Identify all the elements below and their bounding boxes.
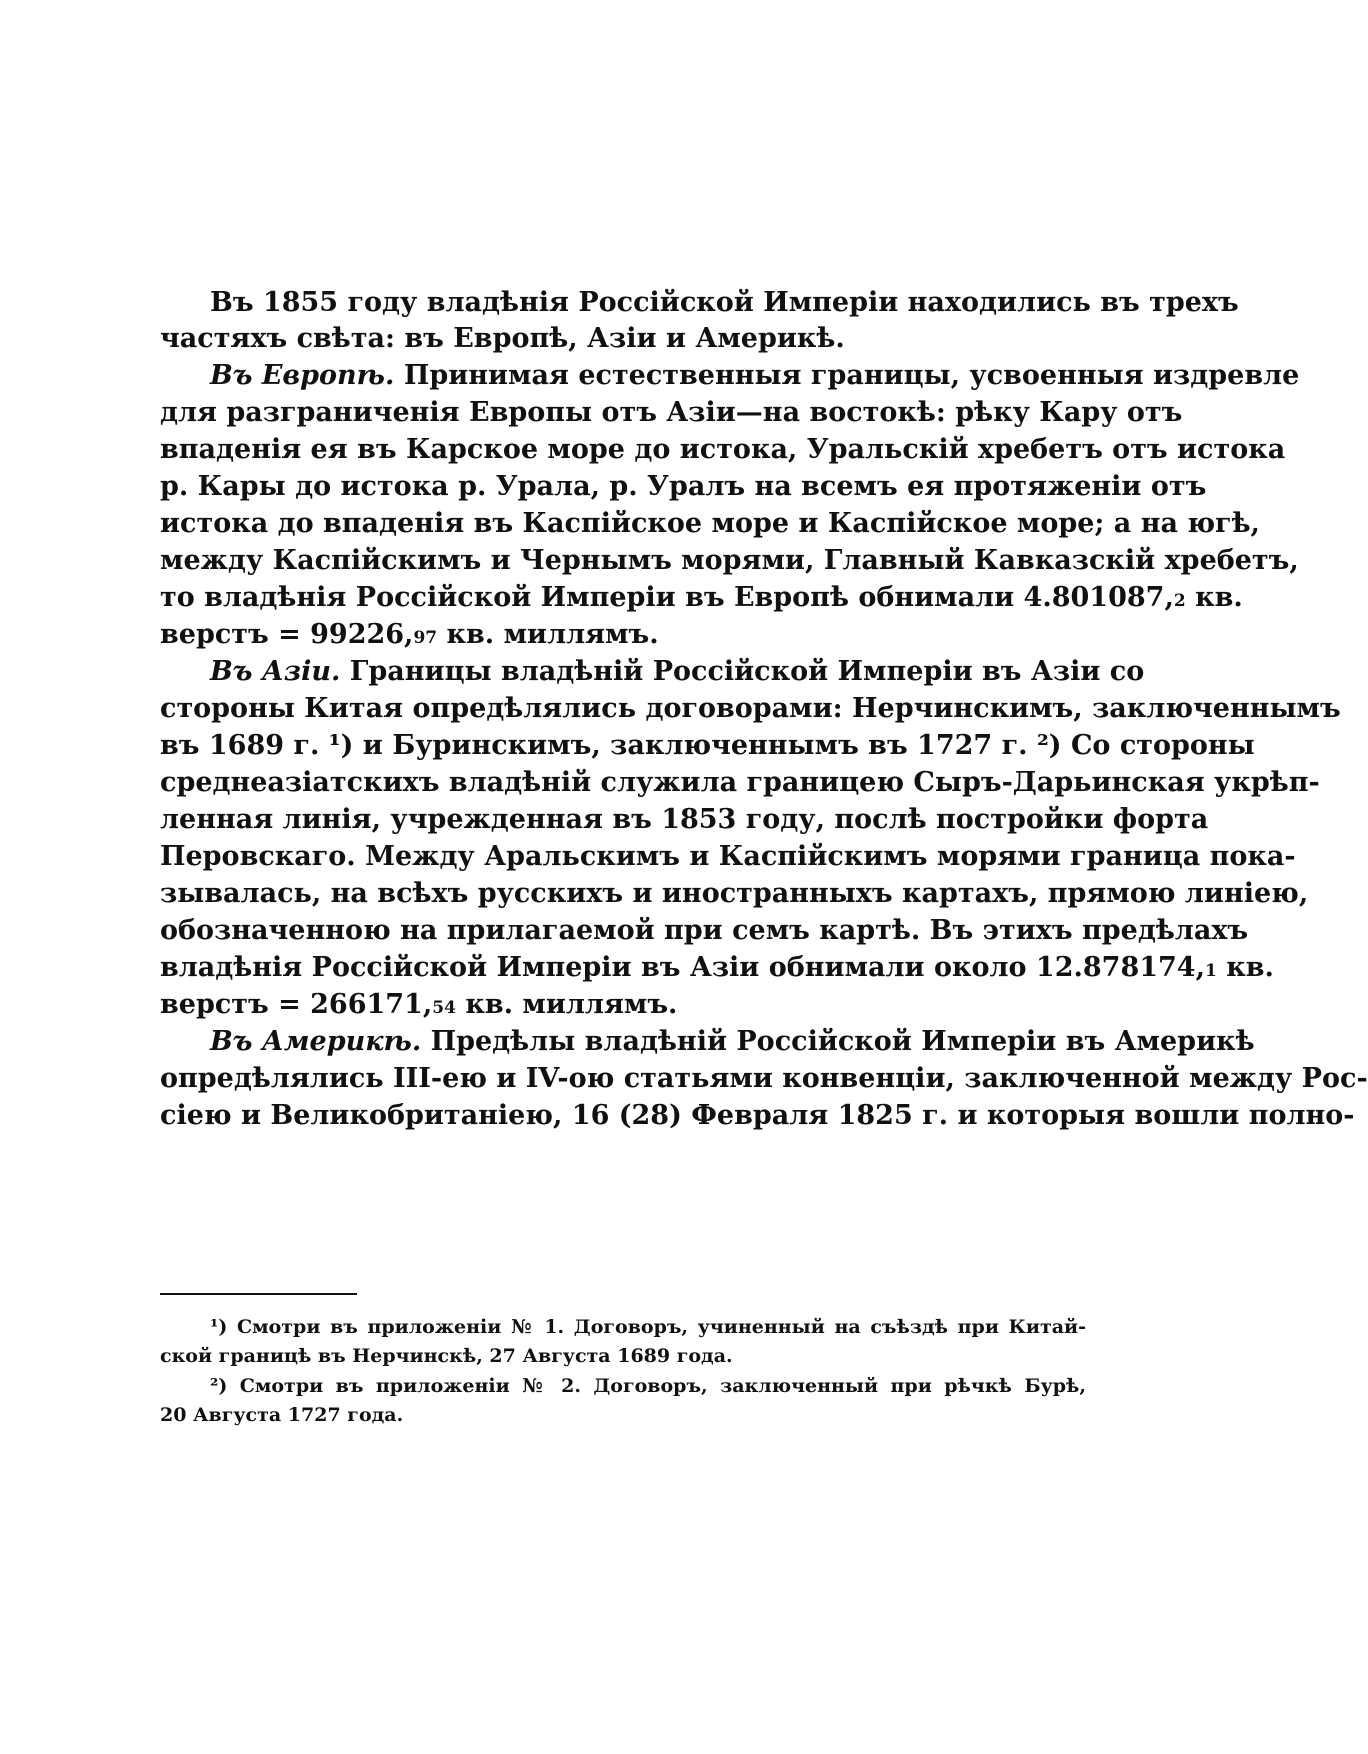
paragraph-asia-line-5: ленная линія, учрежденная въ 1853 году, послѣ постройки форта [160, 804, 1209, 835]
paragraph-europe-line-4: р. Кары до истока р. Урала, р. Уралъ на всемъ ея протяженіи отъ [160, 471, 1207, 502]
paragraph-europe-line-6: между Каспійскимъ и Чернымъ морями, Главный Кавказскій хребетъ, [160, 545, 1299, 576]
paragraph-asia-line-7: зывалась, на всѣхъ русскихъ и иностранныхъ картахъ, прямою линіею, [160, 878, 1309, 909]
paragraph-asia-line-9: владѣнія Россійской Имперіи въ Азіи обнимали около 12.878174,1 кв. [160, 952, 1274, 983]
paragraph-asia-line-8: обозначенною на прилагаемой при семъ картѣ. Въ этихъ предѣлахъ [160, 915, 1249, 946]
paragraph-america-line-1: Въ Америкѣ. Предѣлы владѣній Россійской Имперіи въ Америкѣ [210, 1026, 1255, 1057]
footnote-2-line-1: ²) Смотри въ приложеніи № 2. Договоръ, заключенный при рѣчкѣ Бурѣ, [210, 1375, 1086, 1397]
paragraph-asia-line-10: верстъ = 266171,54 кв. миллямъ. [160, 989, 678, 1020]
paragraph-asia-line-2: стороны Китая опредѣлялись договорами: Нерчинскимъ, заключеннымъ [160, 693, 1341, 724]
paragraph-europe-line-7: то владѣнія Россійской Имперіи въ Европѣ обнимали 4.801087,2 кв. [160, 582, 1243, 613]
footnote-1-line-2: ской границѣ въ Нерчинскѣ, 27 Августа 1689 года. [160, 1345, 733, 1367]
paragraph-europe-line-1: Въ Европѣ. Принимая естественныя границы, усвоенныя издревле [210, 360, 1300, 391]
footnote-2-line-2: 20 Августа 1727 года. [160, 1404, 404, 1426]
section-heading-america: Въ Америкѣ. [210, 1026, 422, 1057]
paragraph-1-line-2: частяхъ свѣта: въ Европѣ, Азіи и Америкѣ. [160, 323, 845, 354]
paragraph-asia-line-1: Въ Азіи. Границы владѣній Россійской Имперіи въ Азіи со [210, 656, 1145, 687]
footnote-divider [160, 1293, 357, 1295]
paragraph-asia-line-6: Перовскаго. Между Аральскимъ и Каспійскимъ морями граница пока- [160, 841, 1296, 872]
paragraph-europe-line-5: истока до впаденія въ Каспійское море и Каспійское море; а на югѣ, [160, 508, 1260, 539]
paragraph-europe-line-2: для разграниченія Европы отъ Азіи—на востокѣ: рѣку Кару отъ [160, 397, 1183, 428]
paragraph-asia-line-4: среднеазіатскихъ владѣній служила границею Сыръ-Дарьинская укрѣп- [160, 767, 1320, 798]
section-heading-europe: Въ Европѣ. [210, 360, 395, 391]
paragraph-asia-line-3: въ 1689 г. ¹) и Буринскимъ, заключеннымъ въ 1727 г. ²) Со стороны [160, 730, 1255, 761]
paragraph-america-line-3: сіею и Великобританіею, 16 (28) Февраля 1825 г. и которыя вошли полно- [160, 1100, 1355, 1131]
paragraph-1-line-1: Въ 1855 году владѣнія Россійской Имперіи находились въ трехъ [210, 287, 1239, 318]
paragraph-europe-line-8: верстъ = 99226,97 кв. миллямъ. [160, 619, 659, 650]
paragraph-europe-line-3: впаденія ея въ Карское море до истока, Уральскій хребетъ отъ истока [160, 434, 1286, 465]
paragraph-america-line-2: опредѣлялись III-ею и IV-ою статьями конвенціи, заключенной между Рос- [160, 1063, 1368, 1094]
section-heading-asia: Въ Азіи. [210, 656, 341, 687]
footnote-1-line-1: ¹) Смотри въ приложеніи № 1. Договоръ, учиненный на съѣздѣ при Китай- [210, 1316, 1086, 1338]
